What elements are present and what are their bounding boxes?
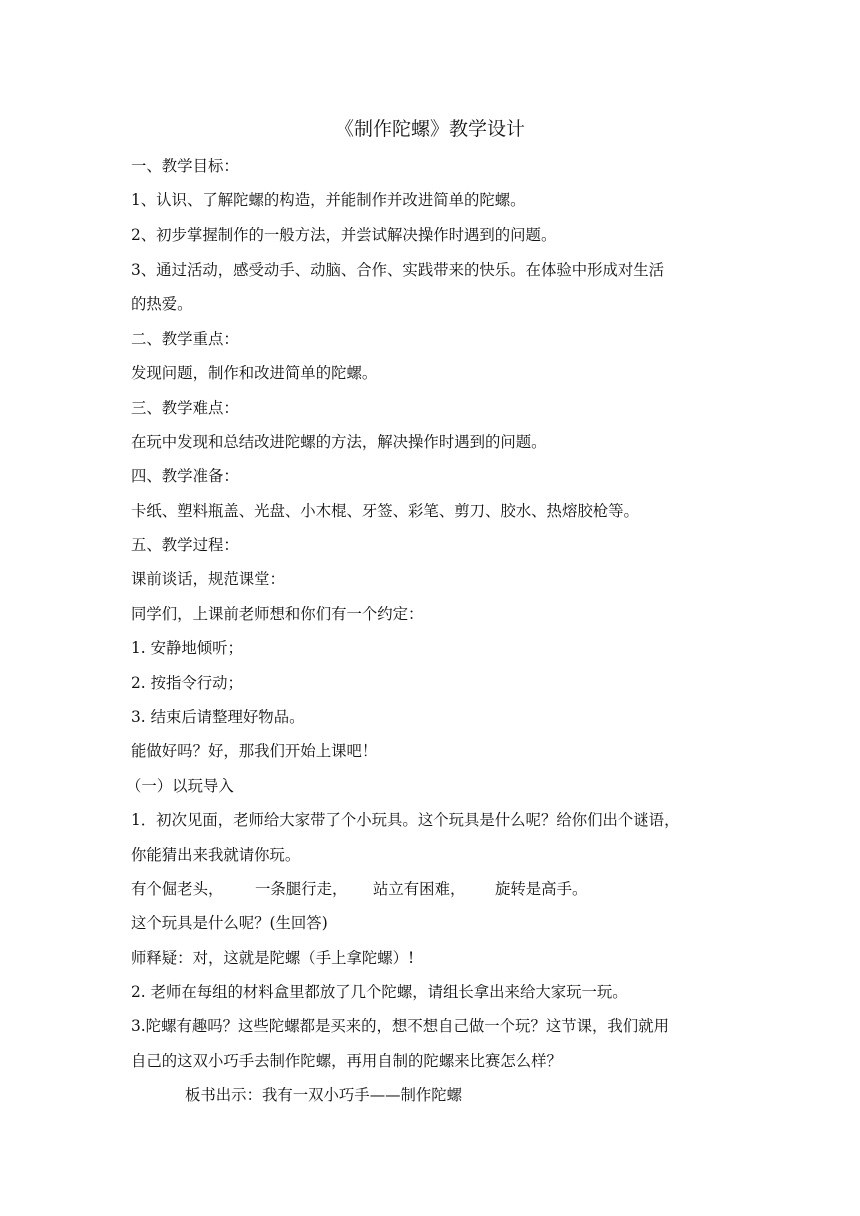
list-item: 1. 安静地倾听； (131, 639, 243, 657)
paragraph-line: 同学们，上课前老师想和你们有一个约定： (131, 605, 424, 623)
paragraph-line: 在玩中发现和总结改进陀螺的方法，解决操作时遇到的问题。 (131, 433, 547, 451)
riddle-phrase: 旋转是高手。 (495, 880, 588, 898)
paragraph-line: 自己的这双小巧手去制作陀螺，再用自制的陀螺来比赛怎么样？ (131, 1052, 562, 1070)
riddle-phrase: 一条腿行走， (255, 880, 348, 898)
section-heading-objectives: 一、教学目标： (131, 157, 239, 175)
paragraph-line: 你能猜出来我就请你玩。 (131, 846, 301, 864)
section-heading-key-points: 二、教学重点： (131, 330, 239, 348)
paragraph-line: 师释疑：对，这就是陀螺（手上拿陀螺）! (131, 949, 415, 967)
section-heading-preparation: 四、教学准备： (131, 467, 239, 485)
list-item: 2. 按指令行动； (131, 674, 243, 692)
paragraph-line: 这个玩具是什么呢？(生回答) (131, 914, 328, 932)
subsection-heading: （一）以玩导入 (126, 777, 234, 795)
paragraph-line: 2、初步掌握制作的一般方法，并尝试解决操作时遇到的问题。 (131, 226, 557, 244)
paragraph-line: 的热爱。 (131, 295, 193, 313)
paragraph-line: 能做好吗？好，那我们开始上课吧！ (131, 742, 378, 760)
document-title: 《制作陀螺》教学设计 (334, 118, 525, 140)
riddle-phrase: 站立有困难， (373, 880, 466, 898)
paragraph-line: 1．初次见面，老师给大家带了个小玩具。这个玩具是什么呢？给你们出个谜语， (131, 811, 680, 829)
section-heading-difficulties: 三、教学难点： (131, 399, 239, 417)
paragraph-line: 课前谈话，规范课堂： (131, 570, 285, 588)
paragraph-line: 2. 老师在每组的材料盒里都放了几个陀螺，请组长拿出来给大家玩一玩。 (131, 983, 628, 1001)
paragraph-line: 发现问题，制作和改进简单的陀螺。 (131, 364, 378, 382)
section-heading-process: 五、教学过程： (131, 536, 239, 554)
riddle-line (131, 878, 587, 900)
paragraph-line: 1、认识、了解陀螺的构造，并能制作并改进简单的陀螺。 (131, 191, 526, 209)
paragraph-line: 3.陀螺有趣吗？这些陀螺都是买来的，想不想自己做一个玩？这节课，我们就用 (131, 1017, 669, 1035)
list-item: 3. 结束后请整理好物品。 (131, 708, 305, 726)
paragraph-line: 3、通过活动，感受动手、动脑、合作、实践带来的快乐。在体验中形成对生活 (131, 261, 665, 279)
riddle-phrase: 有个倔老头， (131, 880, 224, 898)
board-writing-line: 板书出示：我有一双小巧手——制作陀螺 (185, 1086, 463, 1104)
paragraph-line: 卡纸、塑料瓶盖、光盘、小木棍、牙签、彩笔、剪刀、胶水、热熔胶枪等。 (131, 502, 639, 520)
